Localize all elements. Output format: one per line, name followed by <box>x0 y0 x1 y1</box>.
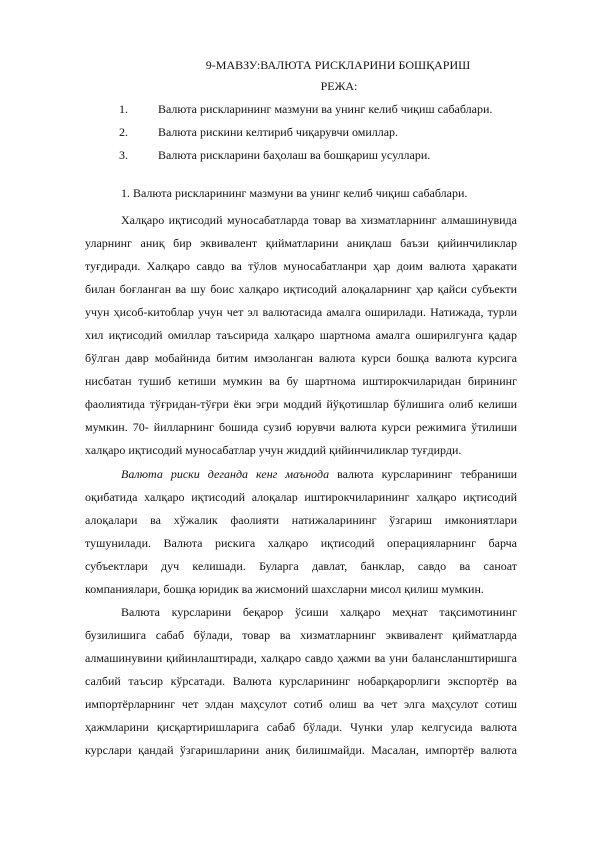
text-line: Халқаро иқтисодий муносабатларда товар ва хизматларнинг алмашинувида <box>121 213 517 227</box>
text-line: Валюта курсларини беқарор ўсиши халқаро меҳнат тақсимотининг <box>121 604 517 619</box>
text-line: импортёрларнинг чет элдан маҳсулот сотиб олиш ва чет элга маҳсулот сотиш <box>85 696 517 711</box>
text-line: бўлган давр мобайнида битим имзоланган валюта курси бошқа валюта курсига <box>85 351 517 366</box>
text-line <box>85 463 517 486</box>
text-line: тушунилади. Валюта рискига халқаро иқтисодий операцияларнинг барча <box>85 535 517 550</box>
plan-item-text: Валюта рискини келтириб чиқарувчи омиллар. <box>158 125 399 139</box>
text-line: курслари қандай ўзгаришларини аниқ билишмайди. Масалан, импортёр валюта <box>85 743 517 758</box>
text-line: алмашинувини қийинлаштиради, халқаро савдо ҳажми ва уни балансланштиришга <box>85 650 517 665</box>
text-line: нисбатан тушиб кетиши мумкин ва бу шартнома иштирокчиларидан бирининг <box>85 374 517 389</box>
text-line: халқаро иқтисодий муносабатлар учун жиддий қийинчиликлар туғдирди. <box>85 443 462 458</box>
text-line: субъектлари дуч келишади. Буларга давлат, банклар, савдо ва саноат <box>85 558 517 573</box>
text-line: бузилишига сабаб бўлади, товар ва хизматларнинг эквивалент қийматларда <box>85 627 517 642</box>
text-line: ҳажмларини қисқартиришларига сабаб бўлади. Чунки улар келгусида валюта <box>85 720 517 735</box>
text-line: туғдиради. Халқаро савдо ва тўлов муносабатланри ҳар доим валюта ҳаракати <box>85 259 517 274</box>
plan-item-text: Валюта рискларини баҳолаш ва бошқариш усуллари. <box>158 148 431 162</box>
text-line: алоқалари ва хўжалик фаолияти натижаларининг ўзгариш имкониятлари <box>85 512 517 527</box>
plan-item <box>0 148 596 171</box>
plan-heading: РЕЖА: <box>320 79 358 93</box>
plan-list <box>0 102 596 171</box>
text-line: билан боғланган ва шу боис халқаро иқтисодий алоқаларнинг ҳар қайси субъекти <box>85 282 517 297</box>
text-line: оқибатида халқаро иқтисодий алоқалар иштирокчиларининг халқаро иқтисодий <box>85 489 517 504</box>
text-line: уларнинг аниқ бир эквивалент қийматларини аниқлаш баъзи қийинчиликлар <box>85 236 517 251</box>
plan-item <box>0 125 596 148</box>
plan-item-number: 3. <box>119 148 128 162</box>
plan-item-number: 2. <box>119 125 128 139</box>
section-heading: 1. Валюта рискларининг мазмуни ва унинг келиб чиқиш сабаблари. <box>121 186 468 200</box>
text-fragment: валюта курсларининг тебраниши <box>329 466 517 481</box>
document-title: 9-МАВЗУ:ВАЛЮТА РИСКЛАРИНИ БОШҚАРИШ <box>205 58 471 72</box>
plan-item-number: 1. <box>119 102 128 116</box>
text-line: учун ҳисоб-китоблар учун чет эл валютасида амалга оширилади. Натижада, турли <box>85 305 517 320</box>
body-text <box>85 209 517 762</box>
text-line: хил иқтисодий омиллар таъсирида халқаро шартнома амалга оширилгунга қадар <box>85 328 517 343</box>
text-line: компаниялари, бошқа юридик ва жисмоний шахсларни мисол қилиш мумкин. <box>85 581 484 596</box>
plan-item-text: Валюта рискларининг мазмуни ва унинг келиб чиқиш сабаблари. <box>158 102 493 116</box>
text-line: мумкин. 70- йилларнинг бошида сузиб юрувчи валюта курси режимига ўтилиши <box>85 420 517 435</box>
italic-term: Валюта риски деганда кенг маънода <box>121 466 330 481</box>
text-line: фаолиятида тўғридан-тўғри ёки эгри моддий йўқотишлар бўлишига олиб келиши <box>85 397 517 412</box>
text-line: салбий таъсир кўрсатади. Валюта курсларининг нобарқарорлиги экспортёр ва <box>85 673 517 688</box>
plan-item <box>0 102 596 125</box>
